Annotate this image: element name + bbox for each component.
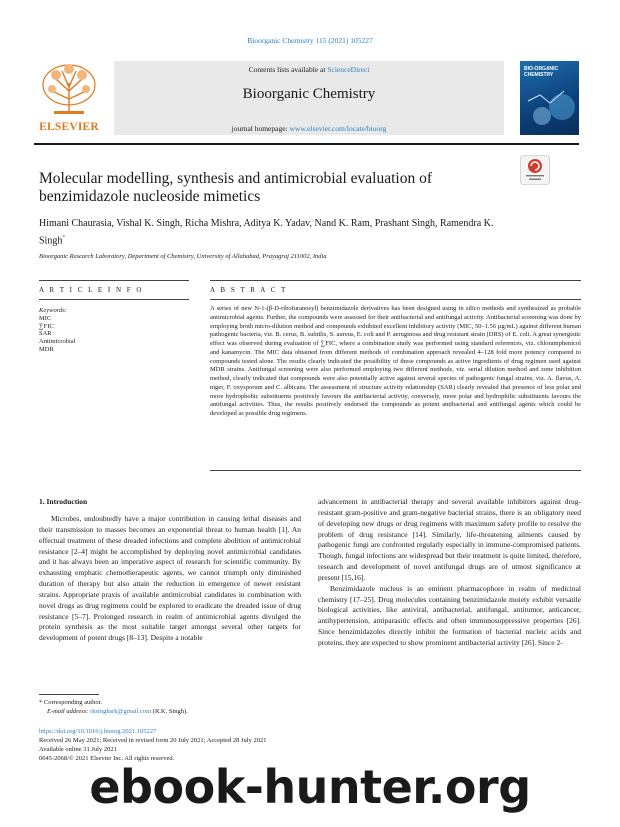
- keyword-item: SAR: [39, 330, 52, 338]
- corresponding-footnote: [39, 698, 299, 716]
- introduction-heading: 1. Introduction: [39, 497, 88, 506]
- article-footer: [39, 727, 339, 763]
- footnote-label: Corresponding author.: [43, 699, 103, 706]
- email-prefix: E-mail address:: [47, 708, 91, 715]
- affiliation: Bioorganic Research Laboratory, Department of Chemistry, University of Allahabad, Prayagraj 211002, India: [39, 253, 327, 260]
- keywords-block: [39, 307, 189, 354]
- article-info-label: A R T I C L E I N F O: [39, 286, 144, 294]
- email-suffix: (R.K. Singh).: [151, 708, 188, 715]
- keyword-item: MIC: [39, 314, 52, 322]
- homepage-link[interactable]: www.elsevier.com/locate/bioorg: [289, 124, 387, 133]
- footnote-mark: *: [39, 699, 43, 706]
- cover-title: BIO-ORGANIC CHEMISTRY: [524, 66, 559, 78]
- article-info-rule-bottom: [39, 299, 189, 300]
- available-online-date: Available online 31 July 2021: [39, 746, 117, 753]
- copyright-line: 0045-2068/© 2021 Elsevier Inc. All rights reserved.: [39, 755, 175, 762]
- corresponding-author-mark[interactable]: *: [62, 235, 66, 241]
- intro-paragraph: Benzimidazole nucleus is an eminent pharmacophore in realm of medicinal chemistry [17–25]. Drug molecules containing benzimidazole moiety exhibit versatile biological activities, like antiviral, antibacterial, antifungal, antitumor, anticancer, antihypertension, antiparasitic effects and often immunosuppressive properties [26]. Since benzimidazoles directly inhibit the formation of bacterial nucleic acids and proteins, they are expected to show prominent antibacterial activity [26]. Since 2-: [318, 583, 581, 647]
- keyword-item: MDR: [39, 345, 54, 353]
- homepage-prefix: journal homepage:: [231, 124, 290, 133]
- abstract-label: A B S T R A C T: [210, 286, 288, 294]
- keywords-label: Keywords:: [39, 307, 67, 314]
- watermark-text: ebook-hunter.org: [89, 760, 531, 814]
- introduction-right-column: [318, 497, 581, 649]
- footnote-rule: [39, 694, 99, 695]
- author-list: [39, 217, 499, 248]
- elsevier-wordmark: ELSEVIER: [39, 121, 99, 133]
- doi-link[interactable]: https://doi.org/10.1016/j.bioorg.2021.105227: [39, 728, 157, 735]
- journal-cover-image[interactable]: [520, 61, 579, 135]
- abstract-rule-top: [210, 280, 581, 281]
- check-for-updates-icon[interactable]: [520, 155, 550, 185]
- abstract-rule-end: [210, 470, 581, 471]
- article-info-rule-top: [39, 280, 189, 281]
- contents-prefix: Contents lists available at: [248, 65, 328, 74]
- header-divider: [34, 143, 579, 145]
- abstract-text: A series of new N-1-(β-D-ribofuranosyl) benzimidazole derivatives has been designed using in silico methods and synthesized as probable antimicrobial agents. Further, the compounds were assessed for their antibacterial and antifungal activity. Antibacterial screening was done by employing broth micro-dilution method and compounds exhibited excellent inhibitory activity (MIC, 50–1.56 µg/mL) against different human pathogenic bacteria, viz. B. cerus, B. subtilis, S. aureus, E. coli and P. aeruginosa and drug resistant strain (DRS) of E. coli. A great synergistic effect was observed during evaluation of ∑FIC, where a combination study was performed using standard references, viz. chloramphenicol and kanamycin. The MIC data obtained from different methods of combination approach revealed 4–128 fold more potency compared to compounds tested alone. The results clearly indicated the possibility of these compounds as active ingredients of drug regimen used against MDR strains. Antifungal screening were also performed employing two different methods, viz. serial dilution method and zone inhibition method, clearly indicated that compounds were also potentially active against several species of pathogenic fungal strains, viz. A. flavus, A. niger, F. oxysporum and C. albicans. The assessment of structure activity relationship (SAR) clearly revealed that presence of less polar and more hydrophobic substituents positively favours the antibacterial activity, conversely, more polar and hydrophilic substituents favours the antifungal activities. Thus, the results positively endorsed the compounds as potent antibacterial and antifungal agents which could be developed as possible drug regimens.: [210, 305, 581, 417]
- author-email-link[interactable]: rksinghsrk@gmail.com: [90, 708, 152, 715]
- authors-text: Himani Chaurasia, Vishal K. Singh, Richa Mishra, Aditya K. Yadav, Nand K. Ram, Prashant Singh, Ramendra K. Singh: [39, 218, 494, 247]
- contents-available-line: [114, 65, 504, 74]
- paper-title: Molecular modelling, synthesis and antimicrobial evaluation of benzimidazole nucleoside mimetics: [39, 170, 433, 205]
- introduction-left-column: [39, 514, 301, 644]
- footnote-email-line: [39, 707, 299, 716]
- footnote-line: [39, 698, 299, 707]
- journal-name: Bioorganic Chemistry: [242, 86, 376, 102]
- keyword-item: Antimicrobial: [39, 338, 76, 346]
- intro-paragraph: Microbes, undoubtedly have a major contribution in causing lethal diseases and their transmission to masses becomes an exponential threat to human health [1]. An effectual treatment of these dreaded infections and complete abolition of antimicrobial resistance [2–4] might be accomplished by deploying novel antimicrobial candidates and it has always been an imperative aspect of research for scientific community. By exhausting emphatic chemotherapeutic agents, we cannot triumph only diminished duration of therapy but also attain the reduction in emergence of newer resistant strains. Appropriate praxis of available antimicrobial candidates in combination with novel drugs as drug regimens could be explored to eradicate the dreaded issue of drug resistance [5–7]. Prolonged research in realm of antimicrobial agents divulged the protein synthesis as the most suitable target amongst several other targets for development of potent drugs [8–13]. Despite a notable: [39, 514, 301, 643]
- intro-paragraph: advancement in antibacterial therapy and several available inhibitors against drug-resistant gram-positive and gram-negative bacterial strains, there is an obligatory need of developing new drugs or drug regimens with maximum safety profile to resolve the problem of drug resistance [14]. Similarly, life-threatening ailments caused by pathogenic fungi are confronted regularly especially in immune-compromised patients. Though, fungal infections are widespread but their treatment is quite limited, therefore, research and development of novel antifungal drugs are of utmost significance at present [15,16].: [318, 497, 581, 582]
- journal-citation-link[interactable]: Bioorganic Chemistry 115 (2021) 105227: [247, 36, 373, 45]
- received-dates: Received 26 May 2021; Received in revised form 20 July 2021; Accepted 28 July 2021: [39, 737, 267, 744]
- sciencedirect-link[interactable]: ScienceDirect: [327, 65, 370, 74]
- keyword-item: ∑FIC: [39, 322, 54, 330]
- abstract-rule-bottom: [210, 299, 581, 300]
- journal-homepage-line: [114, 124, 504, 133]
